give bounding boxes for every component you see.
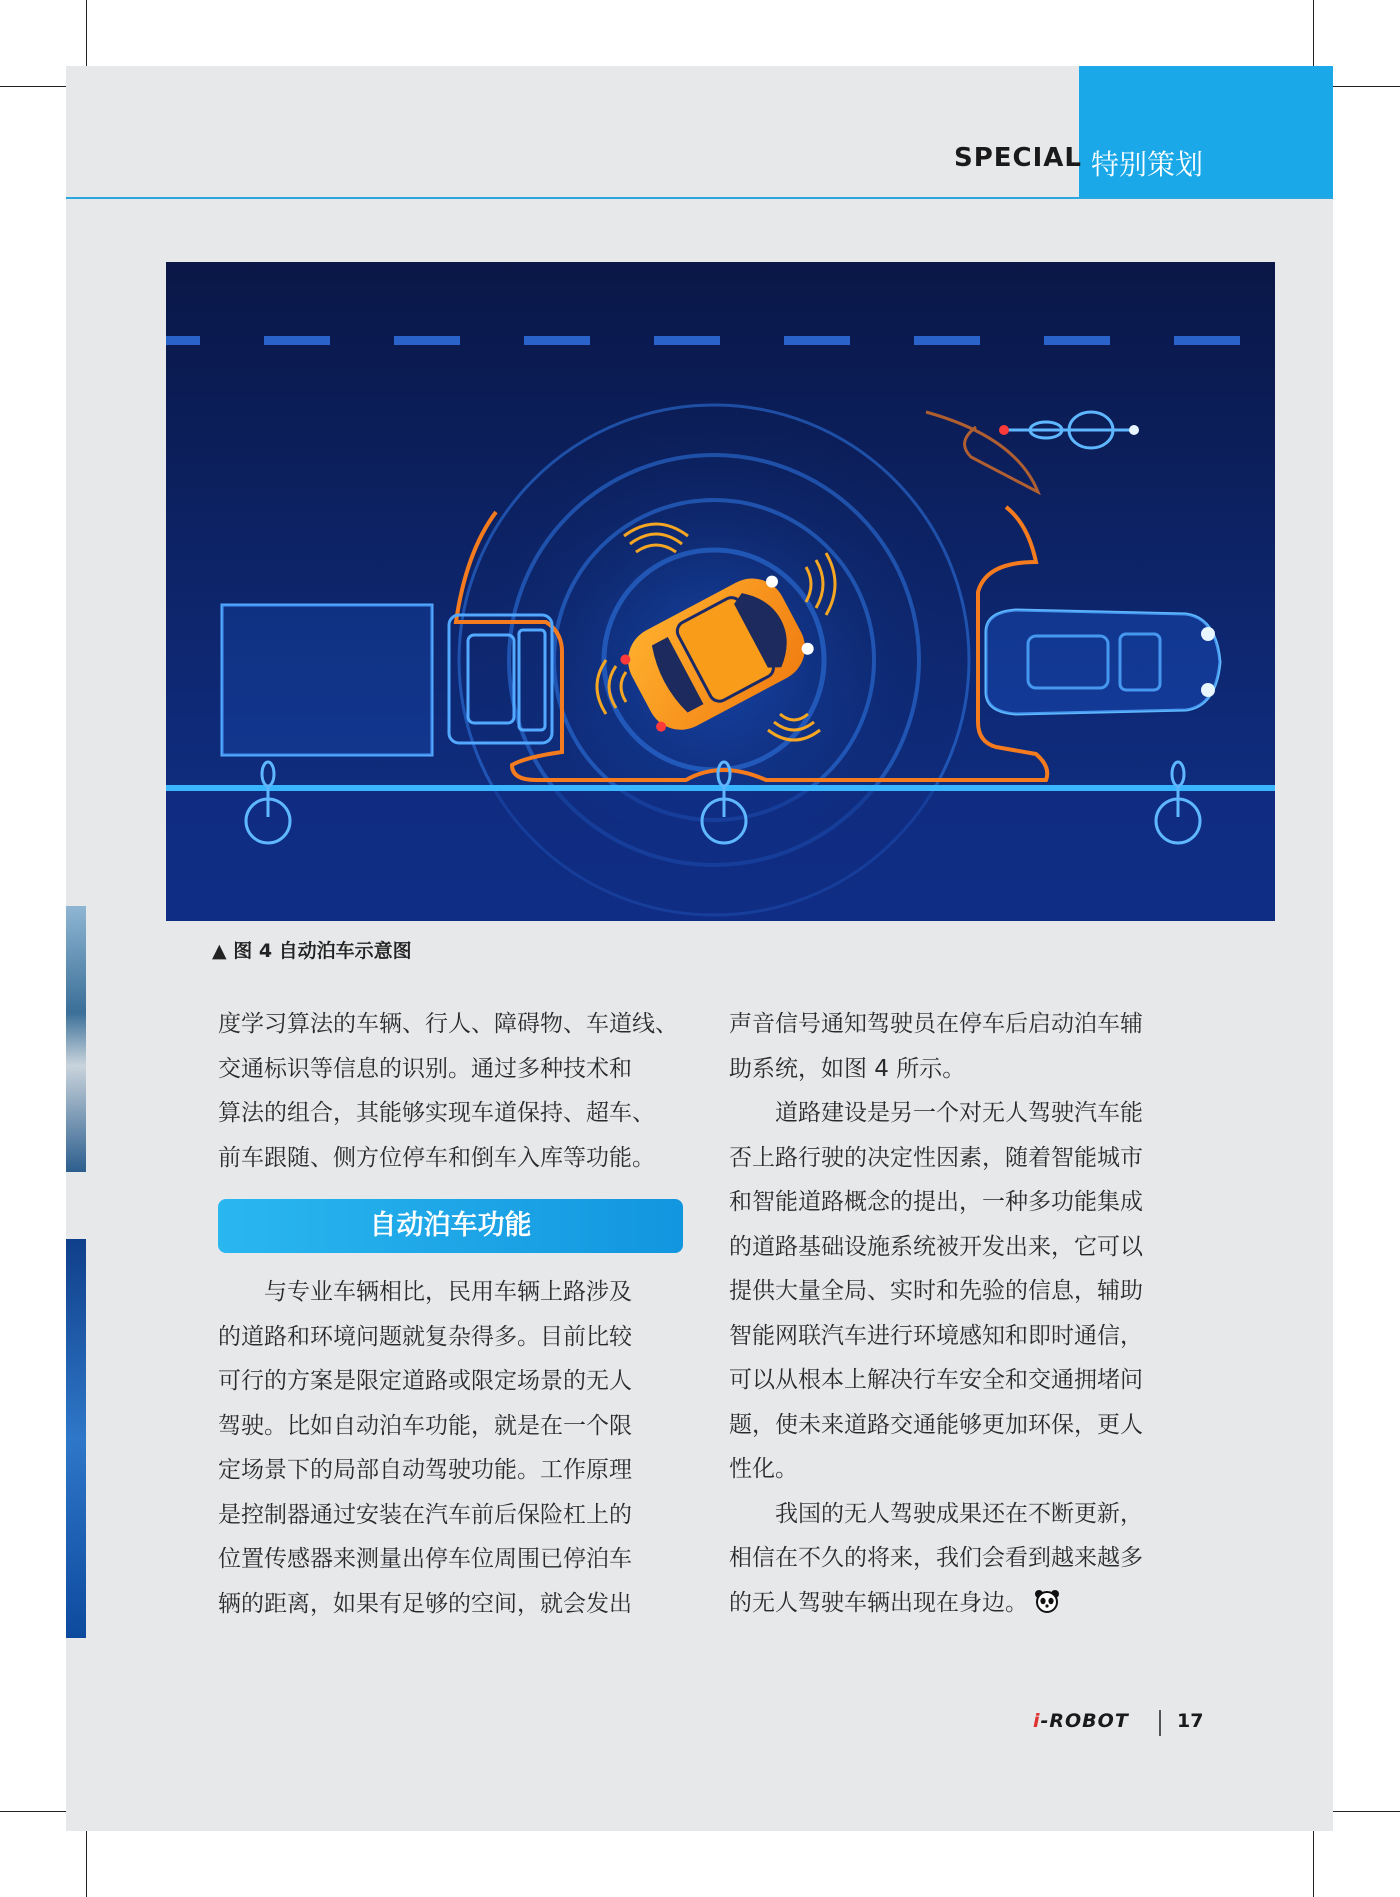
- parking-illustration: [166, 262, 1275, 921]
- left-column-top: [218, 1002, 688, 1180]
- text-line: 的道路和环境问题就复杂得多。目前比较: [218, 1323, 632, 1350]
- edge-image-strip: [66, 1239, 86, 1638]
- text-line: 交通标识等信息的识别。通过多种技术和: [218, 1055, 632, 1082]
- text-line: 性化。: [729, 1456, 798, 1482]
- text-line: 我国的无人驾驶成果还在不断更新，: [775, 1500, 1143, 1527]
- text-line: 助系统，如图 4 所示。: [729, 1055, 966, 1082]
- section-heading-bar: [218, 1199, 683, 1253]
- text-line: 可行的方案是限定道路或限定场景的无人: [218, 1368, 632, 1394]
- text-line-with-end-mark: [729, 1581, 1199, 1626]
- crop-mark: [86, 1831, 87, 1897]
- text-line: 辆的距离，如果有足够的空间，就会发出: [218, 1590, 632, 1617]
- text-line: 题，使未来道路交通能够更加环保，更人: [729, 1411, 1143, 1438]
- text-line: 前车跟随、侧方位停车和倒车入库等功能。: [218, 1144, 655, 1171]
- text-line: 算法的组合，其能够实现车道保持、超车、: [218, 1100, 655, 1126]
- text-line: 的道路基础设施系统被开发出来，它可以: [729, 1233, 1143, 1260]
- text-line: 位置传感器来测量出停车位周围已停泊车: [218, 1546, 632, 1572]
- section-tag-label: 特别策划: [1091, 148, 1204, 181]
- text-line: 是控制器通过安装在汽车前后保险杠上的: [218, 1501, 632, 1528]
- right-column: [729, 1002, 1199, 1625]
- text-line: 声音信号通知驾驶员在停车后启动泊车辅: [729, 1011, 1143, 1037]
- text-line: 和智能道路概念的提出，一种多功能集成: [729, 1189, 1143, 1215]
- text-line: 驾驶。比如自动泊车功能，就是在一个限: [218, 1412, 632, 1439]
- edge-image-strip: [66, 906, 86, 1172]
- crop-mark: [0, 86, 66, 87]
- text-line: 否上路行驶的决定性因素，随着智能城市: [729, 1144, 1143, 1171]
- text-line: 提供大量全局、实时和先验的信息，辅助: [729, 1278, 1143, 1304]
- crop-mark: [0, 1811, 66, 1812]
- header-rule: [66, 197, 1333, 199]
- text-line: 度学习算法的车辆、行人、障碍物、车道线、: [218, 1011, 678, 1037]
- crop-mark: [1333, 1811, 1400, 1812]
- crop-mark: [1333, 86, 1400, 87]
- logo-i: i: [1033, 1710, 1041, 1732]
- logo-text: -ROBOT: [1040, 1710, 1129, 1732]
- text-line: 定场景下的局部自动驾驶功能。工作原理: [218, 1457, 632, 1483]
- page-number: 17: [1177, 1710, 1204, 1732]
- special-label: SPECIAL: [954, 143, 1082, 173]
- footer-divider: [1159, 1710, 1161, 1736]
- crop-mark: [86, 0, 87, 66]
- crop-mark: [1313, 0, 1314, 66]
- text-line: 道路建设是另一个对无人驾驶汽车能: [775, 1100, 1143, 1126]
- left-column-body: [218, 1270, 688, 1626]
- text-line: 可以从根本上解决行车安全和交通拥堵问: [729, 1367, 1143, 1393]
- text-line: 与专业车辆相比，民用车辆上路涉及: [264, 1279, 632, 1305]
- section-heading: 自动泊车功能: [369, 1210, 532, 1241]
- text-line: 智能网联汽车进行环境感知和即时通信，: [729, 1322, 1143, 1349]
- text-line: 的无人驾驶车辆出现在身边。: [729, 1589, 1028, 1616]
- crop-mark: [1313, 1831, 1314, 1897]
- text-line: 相信在不久的将来，我们会看到越来越多: [729, 1545, 1143, 1571]
- magazine-logo: [1033, 1710, 1129, 1732]
- panda-end-icon: [1034, 1588, 1060, 1614]
- figure-caption: ▲ 图 4 自动泊车示意图: [212, 940, 412, 962]
